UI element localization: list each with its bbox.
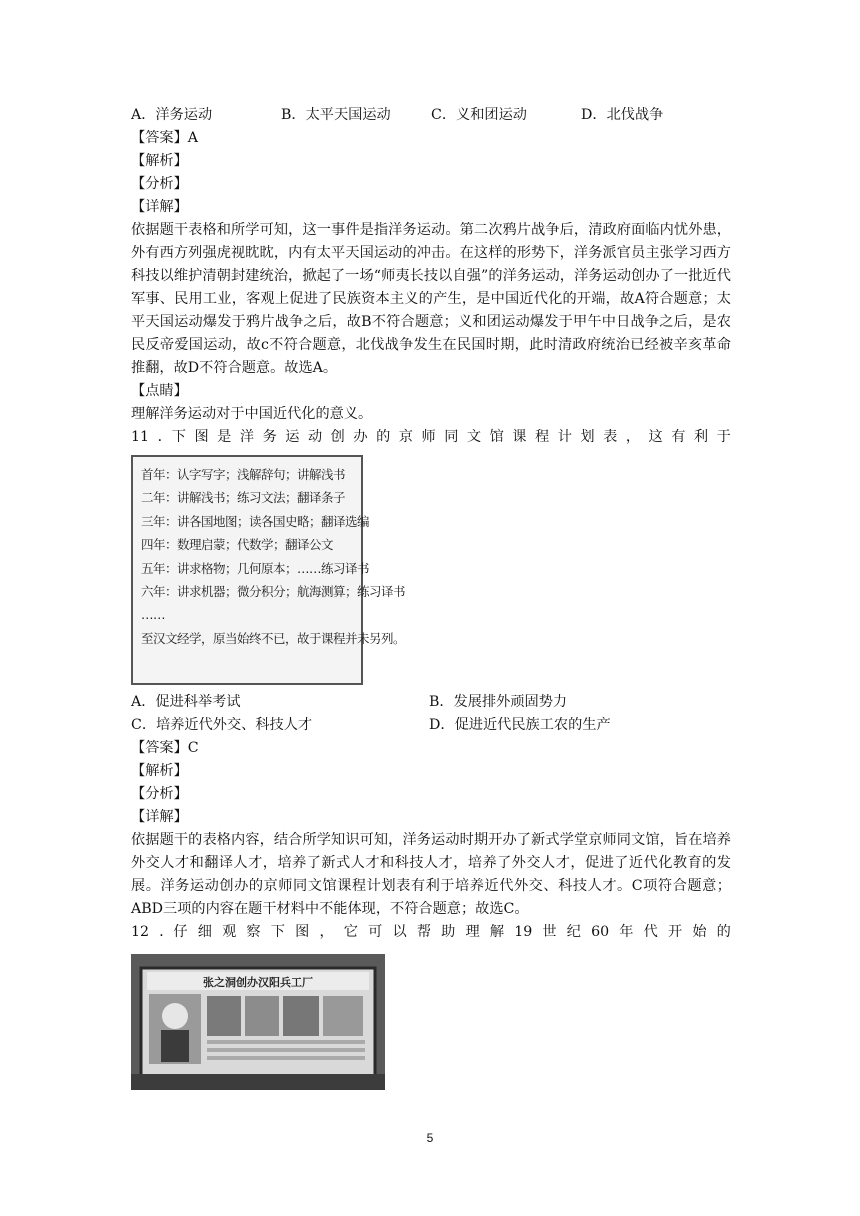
q11-stem-token: 的: [376, 429, 391, 445]
q11-option-c: C．培养近代外交、科技人才: [131, 717, 313, 733]
q11-stem-token: 京: [398, 429, 413, 445]
q11-answer: 【答案】C: [131, 740, 199, 756]
q11-option-a: A．促进科举考试: [131, 694, 241, 710]
q11-option-d: D．促进近代民族工农的生产: [429, 717, 611, 733]
q10-analysis-heading: 【解析】: [131, 153, 188, 169]
curriculum-row: 首年：认字写字；浅解辞句；讲解浅书: [141, 467, 346, 482]
q11-detail-heading: 【详解】: [131, 809, 188, 825]
q12-stem-token: 的: [716, 924, 731, 940]
curriculum-row: 三年：讲各国地图；读各国史略；翻译选编: [141, 513, 370, 529]
q12-stem: [131, 921, 731, 944]
q12-stem-token: 年: [619, 924, 634, 940]
q11-options-row2: [131, 714, 731, 737]
q11-stem-token: 于: [716, 429, 731, 445]
q11-stem-token: ．下: [157, 429, 186, 445]
q12-stem-token: 帮: [416, 924, 432, 940]
q11-stem-token: 是: [217, 429, 232, 445]
q12-stem-token: 12: [131, 924, 150, 940]
curriculum-row: ……: [141, 607, 165, 623]
document-page: [131, 104, 731, 1090]
q12-stem-token: 开: [667, 924, 683, 940]
q11-stem-token: 程: [535, 429, 550, 445]
q11-stem-token: 务: [262, 429, 277, 445]
q11-options-row1: [131, 691, 731, 714]
q10-option-a: A．洋务运动: [131, 107, 213, 123]
q11-stem-token: 洋: [239, 429, 255, 445]
q11-stem-token: 馆: [489, 429, 504, 445]
q11-detail-text: 依据题干的表格内容，结合所学知识可知，洋务运动时期开办了新式学堂京师同文馆，旨在培养外交人才和翻译人才，培养了新式人才和科技人才，培养了外交人才，促进了近代化教育的发展。洋务运动创办的京师同文馆课程计划表有利于培养近代外交、科技人才。C项符合题意；ABD三项的内容在题干材料中不能体现，不符合题意；故选C。: [131, 832, 731, 917]
q12-stem-token: 它: [343, 924, 358, 940]
q11-stem-token: 创: [330, 429, 345, 445]
q10-detail-text: 依据题干表格和所学可知，这一事件是指洋务运动。第二次鸦片战争后，清政府面临内忧外患，外有西方列强虎视眈眈，内有太平天国运动的冲击。在这样的形势下，洋务派官员主张学习西方科技以维护清朝封建统治，掀起了一场“师夷长技以自强”的洋务运动，洋务运动创办了一批近代军事、民用工业，客观上促进了民族资本主义的产生，是中国近代化的开端，故A符合题意；太平天国运动爆发于鸦片战争之后，故B不符合题意；义和团运动爆发于甲午中日战争之后，是农民反帝爱国运动，故c不符合题意，北伐战争发生在民国时期，此时清政府统治已经被辛亥革命推翻，故D不符合题意。故选A。: [131, 222, 731, 376]
curriculum-row: 六年：讲求机器；微分积分；航海测算；练习译书: [141, 583, 406, 599]
photo-caption-text: 张之洞创办汉阳兵工厂: [203, 976, 313, 989]
q11-stem-token: 表: [603, 429, 618, 445]
q11-stem-token: 利: [693, 429, 709, 445]
q12-stem-token: 下: [270, 924, 285, 940]
q10-option-b: B．太平天国运动: [281, 107, 391, 123]
q12-stem-token: 可: [368, 924, 383, 940]
q11-stem-token: 11: [131, 429, 150, 445]
curriculum-table-image: [131, 455, 406, 685]
q11-stem-token: 文: [466, 429, 482, 445]
q11-stem-token: ，: [625, 429, 641, 445]
q10-fenxi-heading: 【分析】: [131, 176, 188, 192]
q12-stem-token: 始: [692, 924, 707, 940]
q11-fenxi-heading: 【分析】: [131, 786, 188, 802]
curriculum-row: 五年：讲求格物；几何原本；……练习译书: [141, 560, 370, 576]
q12-stem-token: ，: [319, 924, 334, 940]
page-number: 5: [426, 1131, 434, 1145]
q12-stem-token: 以: [392, 924, 407, 940]
curriculum-row: 至汉文经学，原当始终不已，故于课程并未另列。: [141, 630, 406, 646]
q11-stem-token: 课: [512, 429, 527, 445]
q10-comment-heading: 【点睛】: [131, 383, 188, 399]
q11-stem-token: 办: [353, 429, 368, 445]
exhibit-photo-drawing: [131, 954, 385, 1090]
zhang-zhidong-exhibit-photo: [131, 954, 385, 1090]
q11-stem-token: 有: [671, 429, 686, 445]
q11-stem-token: 这: [648, 429, 663, 445]
q10-comment-text: 理解洋务运动对于中国近代化的意义。: [131, 406, 373, 422]
q11-stem-token: 同: [444, 429, 459, 445]
q12-stem-token: 纪: [566, 924, 581, 940]
q12-stem-token: 解: [489, 924, 505, 940]
q11-option-b: B．发展排外顽固势力: [429, 694, 568, 710]
q11-stem-token: 计: [557, 429, 572, 445]
curriculum-row: 四年：数理启蒙；代数学；翻译公文: [141, 537, 334, 553]
q11-stem-token: 动: [307, 429, 323, 445]
q12-stem-token: ．仔: [159, 924, 188, 940]
curriculum-row: 二年：讲解浅书；练习文法；翻译条子: [141, 490, 346, 506]
q12-stem-token: 助: [441, 924, 456, 940]
q11-analysis-heading: 【解析】: [131, 763, 188, 779]
q12-stem-token: 世: [542, 924, 557, 940]
q10-option-c: C．义和团运动: [431, 107, 527, 123]
q10-option-d: D．北伐战争: [581, 107, 664, 123]
q11-stem: [131, 426, 731, 449]
q12-stem-token: 察: [246, 924, 261, 940]
q11-stem-token: 划: [580, 429, 595, 445]
q12-stem-token: 代: [643, 924, 658, 940]
q10-options: [131, 104, 731, 127]
q12-stem-token: 细: [197, 924, 212, 940]
q12-stem-token: 观: [222, 924, 237, 940]
q12-stem-token: 19: [514, 924, 533, 940]
q12-stem-token: 理: [465, 924, 480, 940]
q11-stem-token: 师: [421, 429, 436, 445]
q11-stem-token: 图: [194, 429, 209, 445]
q12-stem-token: 图: [295, 924, 310, 940]
q11-stem-token: 运: [285, 429, 300, 445]
q10-detail-heading: 【详解】: [131, 199, 188, 215]
q12-stem-token: 60: [591, 924, 610, 940]
q10-answer: 【答案】A: [131, 130, 198, 146]
